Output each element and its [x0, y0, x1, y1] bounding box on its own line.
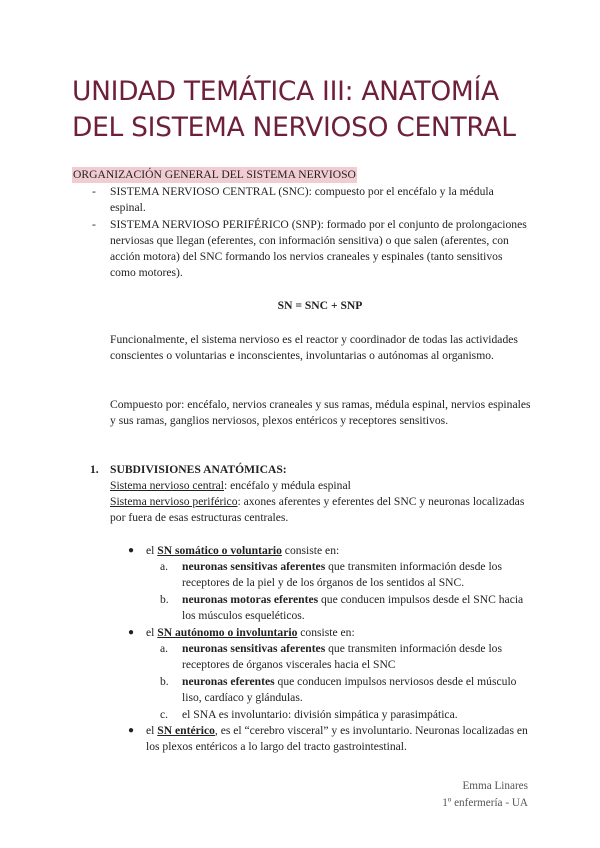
- item-letter: c.: [160, 708, 169, 721]
- bullet-text: el SN somático o voluntario consiste en:: [146, 544, 340, 557]
- section-heading: ORGANIZACIÓN GENERAL DEL SISTEMA NERVIOSO: [73, 168, 356, 181]
- bullet-term: SN somático o voluntario: [157, 544, 282, 557]
- formula: SN = SNC + SNP: [277, 299, 363, 312]
- bullet-text: el SN entérico, es el “cerebro visceral” y es involuntario. Neuronas localizadas en los plexos entéricos a lo largo del tracto gastrointestinal.: [146, 724, 528, 753]
- footer-course: 1º enfermería - UA: [442, 797, 528, 809]
- term-text: : encéfalo y médula espinal: [223, 479, 351, 492]
- heading-number: 1.: [90, 463, 99, 476]
- item-text: neuronas motoras eferentes que conducen impulsos desde el SNC hacia los músculos esqueléticos.: [182, 593, 524, 622]
- bullet-term: SN entérico: [157, 724, 215, 737]
- item-text: neuronas eferentes que conducen impulsos nerviosos desde el músculo liso, cardíaco y glándulas.: [182, 675, 517, 704]
- item-letter: a.: [160, 642, 169, 655]
- term-label: Sistema nervioso periférico: [110, 495, 238, 508]
- bullet-text: el SN autónomo o involuntario consiste en:: [146, 626, 355, 639]
- item-text: neuronas sensitivas aferentes que transmiten información desde los receptores de la piel y de los órganos de los sentidos al SNC.: [182, 560, 502, 589]
- subdivision-peripheral: [110, 494, 530, 526]
- bullet-dot: ●: [128, 545, 135, 556]
- term-label: Sistema nervioso central: [110, 479, 224, 492]
- item-text: el SNA es involuntario: división simpática y parasimpática.: [182, 708, 458, 721]
- subdivision-central: [110, 478, 530, 494]
- term-text: : axones aferentes y eferentes del SNC y neuronas localizadas por fuera de esas estructuras centrales.: [110, 495, 525, 524]
- item-letter: a.: [160, 560, 169, 573]
- item-letter: b.: [160, 593, 169, 606]
- bullet-term: SN autónomo o involuntario: [157, 626, 298, 639]
- list-item-text: SISTEMA NERVIOSO CENTRAL (SNC): compuesto por el encéfalo y la médula espinal.: [110, 185, 494, 214]
- page-title: UNIDAD TEMÁTICA III: ANATOMÍA DEL SISTEMA NERVIOSO CENTRAL: [72, 76, 516, 143]
- list-item-text: SISTEMA NERVIOSO PERIFÉRICO (SNP): formado por el conjunto de prolongaciones nerviosas que llegan (eferentes, con información sensitiva) o que salen (aferentes, con acción motora) del SNC formando los nervios craneales y espinales (tanto sensitivos como motores).: [110, 218, 527, 279]
- heading-text: SUBDIVISIONES ANATÓMICAS:: [110, 463, 287, 476]
- footer-author: Emma Linares: [462, 780, 528, 792]
- dash-marker: -: [92, 218, 96, 231]
- bullet-dot: ●: [128, 725, 135, 736]
- item-letter: b.: [160, 675, 169, 688]
- bullet-dot: ●: [128, 627, 135, 638]
- item-text: neuronas sensitivas aferentes que transmiten información desde los receptores de órganos viscerales hacia el SNC: [182, 642, 502, 671]
- paragraph: Compuesto por: encéfalo, nervios craneales y sus ramas, médula espinal, nervios espinales y sus ramas, ganglios nerviosos, plexos entéricos y receptores sensitivos.: [110, 398, 531, 427]
- dash-marker: -: [92, 185, 96, 198]
- paragraph: Funcionalmente, el sistema nervioso es el reactor y coordinador de todas las actividades conscientes o voluntarias e inconscientes, involuntarias o autónomas al organismo.: [110, 333, 518, 362]
